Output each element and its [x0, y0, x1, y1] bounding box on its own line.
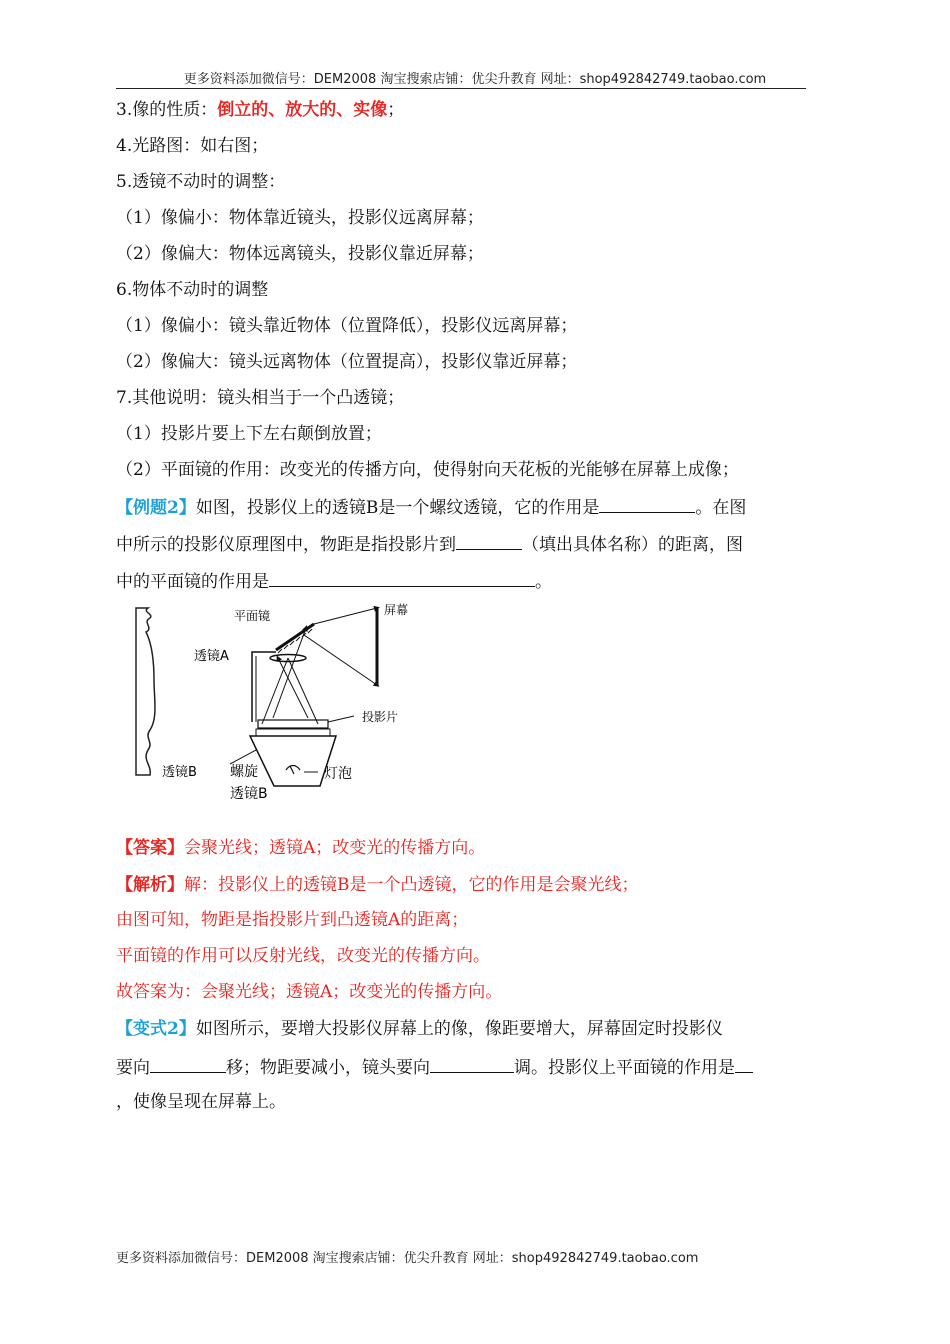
- example-text-2b: （填出具体名称）的距离，图: [522, 535, 743, 555]
- example-text-2a: 中所示的投影仪原理图中，物距是指投影片到: [116, 535, 456, 555]
- answer-blank-3[interactable]: [269, 568, 535, 587]
- variant-text-2c: 调。投影仪上平面镜的作用是: [514, 1058, 735, 1078]
- label-screen: 屏幕: [384, 603, 409, 617]
- item-4: 4.光路图：如右图；: [116, 136, 269, 156]
- answer-text: 会聚光线；透镜A；改变光的传播方向。: [184, 838, 486, 858]
- example-text-3a: 中的平面镜的作用是: [116, 572, 269, 592]
- item-3-end: ；: [387, 100, 405, 120]
- answer-tag: 【答案】: [116, 838, 184, 858]
- label-bulb: 灯泡: [324, 766, 352, 782]
- analysis-line-3: 平面镜的作用可以反射光线，改变光的传播方向。: [116, 946, 490, 966]
- projector-diagram: [128, 600, 428, 805]
- item-5: 5.透镜不动时的调整：: [116, 172, 286, 192]
- label-spiral: 螺旋: [230, 764, 258, 780]
- answer-blank-2[interactable]: [456, 531, 522, 550]
- example-tag: 【例题2】: [116, 498, 196, 518]
- label-spiral-lens: 透镜B: [230, 786, 268, 802]
- variant-text-2b: 移；物距要减小，镜头要向: [226, 1058, 430, 1078]
- answer-line: [116, 836, 485, 860]
- example-line-3: [116, 568, 552, 594]
- analysis-line-1: [116, 873, 639, 897]
- variant-line-2: [116, 1054, 753, 1080]
- item-6-1: （1）像偏小：镜头靠近物体（位置降低），投影仪远离屏幕；: [116, 316, 578, 336]
- header-rule: [116, 88, 806, 89]
- item-7-2: （2）平面镜的作用：改变光的传播方向，使得射向天花板的光能够在屏幕上成像；: [116, 460, 739, 480]
- analysis-line-2: 由图可知，物距是指投影片到凸透镜A的距离；: [116, 910, 469, 930]
- answer-blank-1[interactable]: [599, 494, 695, 513]
- variant-text-2a: 要向: [116, 1058, 150, 1078]
- variant-text-1: 如图所示，要增大投影仪屏幕上的像，像距要增大，屏幕固定时投影仪: [195, 1019, 723, 1039]
- item-3-value: 倒立的、放大的、实像: [217, 100, 388, 120]
- page-footer: 更多资料添加微信号：DEM2008 淘宝搜索店铺：优尖升教育 网址：shop492842749.taobao.com: [116, 1251, 699, 1266]
- analysis-text-1: 解：投影仪上的透镜B是一个凸透镜，它的作用是会聚光线；: [184, 875, 639, 895]
- item-5-2: （2）像偏大：物体远离镜头，投影仪靠近屏幕；: [116, 244, 484, 264]
- item-3-label: 3.像的性质：: [116, 100, 218, 120]
- item-5-1: （1）像偏小：物体靠近镜头，投影仪远离屏幕；: [116, 208, 484, 228]
- variant-blank-2[interactable]: [430, 1054, 514, 1073]
- page-header: 更多资料添加微信号：DEM2008 淘宝搜索店铺：优尖升教育 网址：shop492842749.taobao.com: [183, 72, 767, 87]
- lens-b-profile: [136, 608, 155, 775]
- item-3: [116, 98, 404, 122]
- variant-tag: 【变式2】: [116, 1019, 196, 1039]
- item-6-2: （2）像偏大：镜头远离物体（位置提高），投影仪靠近屏幕；: [116, 352, 578, 372]
- example-text-1a: 如图，投影仪上的透镜B是一个螺纹透镜，它的作用是: [195, 498, 600, 518]
- label-lens-a: 透镜A: [194, 649, 229, 664]
- item-6: 6.物体不动时的调整: [116, 280, 269, 300]
- label-lens-b: 透镜B: [162, 765, 197, 780]
- item-7-1: （1）投影片要上下左右颠倒放置；: [116, 424, 382, 444]
- variant-blank-1[interactable]: [150, 1054, 226, 1073]
- item-7: 7.其他说明：镜头相当于一个凸透镜；: [116, 388, 405, 408]
- mirror-line: [276, 624, 314, 650]
- analysis-line-4: 故答案为：会聚光线；透镜A；改变光的传播方向。: [116, 982, 503, 1002]
- variant-blank-3[interactable]: [735, 1054, 753, 1073]
- example-text-1b: 。在图: [695, 498, 747, 518]
- analysis-tag: 【解析】: [116, 875, 184, 895]
- example-text-3b: 。: [535, 572, 552, 592]
- label-slide: 投影片: [362, 710, 399, 724]
- example-line-2: [116, 531, 743, 557]
- variant-line-1: [116, 1017, 723, 1041]
- variant-line-3: ，使像呈现在屏幕上。: [116, 1092, 286, 1112]
- label-mirror: 平面镜: [234, 609, 271, 623]
- example-line-1: [116, 494, 746, 520]
